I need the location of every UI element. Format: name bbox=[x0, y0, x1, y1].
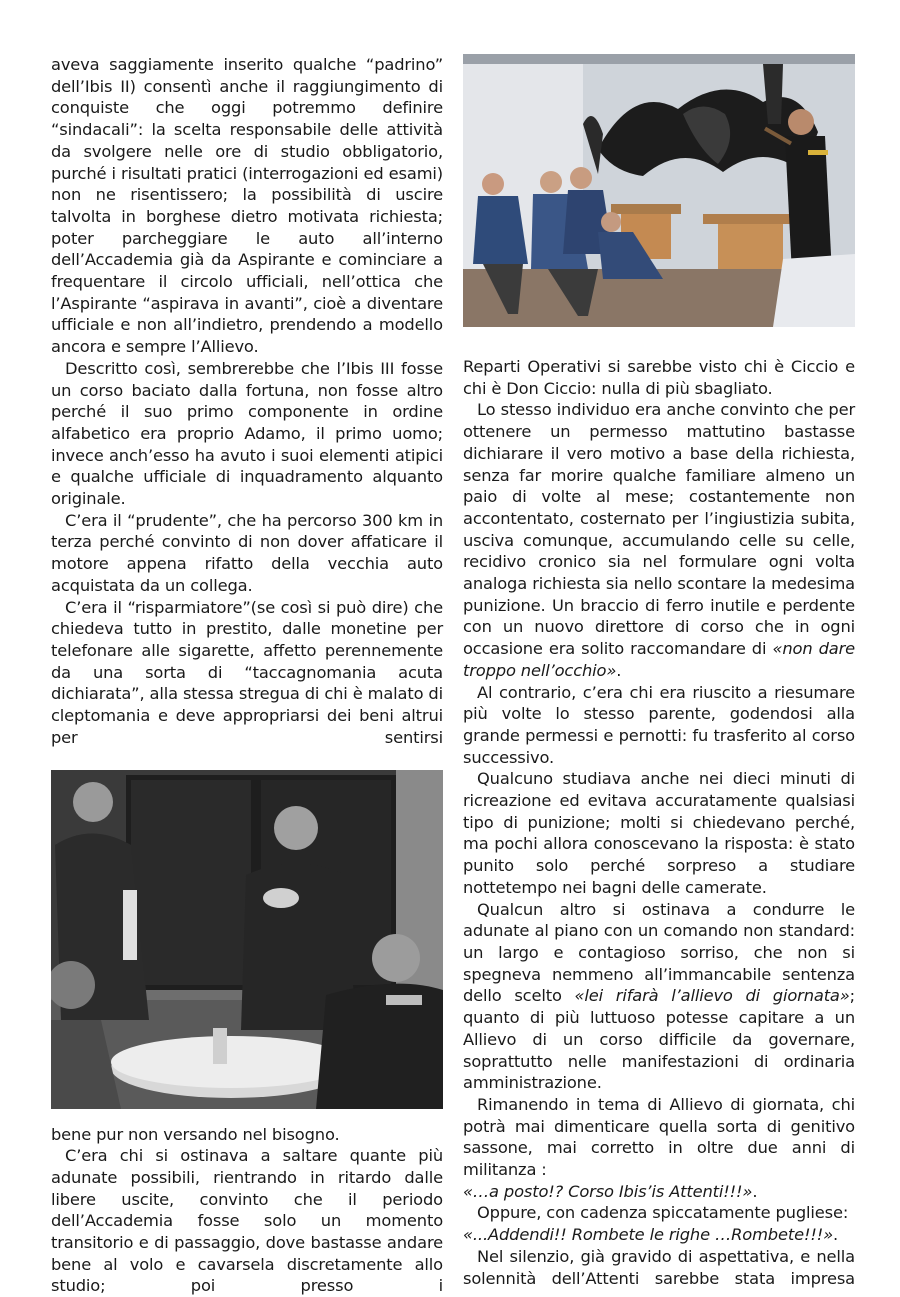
left-column bbox=[51, 54, 443, 1297]
quote: «non dare troppo nell’occhio» bbox=[463, 639, 855, 680]
quote: «…a posto!? Corso Ibis’is Attenti!!!» bbox=[463, 1181, 753, 1201]
paragraph: C’era chi si ostinava a saltare quante più adunate possibili, rientrando in ritardo dalle libere uscite, convinto che il periodo dell’Accademia fosse solo un momento transitorio e di passaggio, dove bastasse andare bene al volo e cavarsela discretamente allo studio; poi presso i bbox=[51, 1146, 443, 1296]
paragraph: Qualcuno studiava anche nei dieci minuti di ricreazione ed evitava accuratamente qualsiasi tipo di punizione; molti si chiedevano perché, ma pochi allora conoscevano la risposta: è stato punito solo perché sorpreso a studiare nottetempo nei bagni delle camerate. bbox=[463, 769, 855, 897]
paragraph-text: Qualcun altro si ostinava a condurre le adunate al piano con un comando non standard: un largo e contagioso sorriso, che non si spegneva nemmeno all’immancabile sentenza dello scelto bbox=[463, 899, 855, 1006]
paragraph: C’era il “risparmiatore”(se così si può dire) che chiedeva tutto in prestito, dalle monetine per telefonare alle sigarette, affetto perennemente da una sorta di “taccagnomania acuta dichiarata”, alla stessa stregua di chi è malato di cleptomania e deve appropriarsi dei beni altrui per sentirsi bbox=[51, 597, 443, 747]
paragraph-text: . bbox=[752, 1181, 758, 1201]
quote: «lei rifarà l’allievo di giornata» bbox=[574, 986, 850, 1006]
paragraph: Nel silenzio, già gravido di aspettativa, e nella solennità dell’Attenti sarebbe stata impresa bbox=[463, 1246, 855, 1288]
paragraph bbox=[463, 899, 855, 1094]
paragraph-text: ; quanto di più luttuoso potesse capitare a un Allievo di un corso difficile da governare, soprattutto nelle manifestazioni di ordinaria amministrazione. bbox=[463, 986, 855, 1093]
paragraph: Reparti Operativi si sarebbe visto chi è Ciccio e chi è Don Ciccio: nulla di più sbagliato. bbox=[463, 357, 855, 398]
quote: «...Addendi!! Rombete le righe …Rombete!!!» bbox=[463, 1225, 833, 1245]
paragraph: bene pur non versando nel bisogno. bbox=[51, 1124, 340, 1144]
right-column bbox=[463, 54, 855, 1289]
paragraph bbox=[463, 399, 855, 681]
paragraph-text: Rimanendo in tema di Allievo di giornata, chi potrà mai dimenticare quella sorta di genitivo sassone, mai corretto in oltre due anni di militanza : bbox=[463, 1094, 855, 1180]
paragraph: C’era il “prudente”, che ha percorso 300 km in terza perché convinto di non dover affaticare il motore appena rifatto della vecchia auto acquistata da un collega. bbox=[51, 510, 443, 595]
paragraph: aveva saggiamente inserito qualche “padrino” dell’Ibis II) consentì anche il raggiungimento di conquiste che oggi potremmo definire “sindacali”: la scelta responsabile delle attività da svolgere nelle ore di studio obbligatorio, purché i risultati pratici (interrogazioni ed esami) non ne risentissero; la possibilità di uscire talvolta in borghese dietro motivata richiesta; poter parcheggiare le auto all’interno dell’Accademia già da Aspirante e cominciare a frequentare il circolo ufficiali, nell’ottica che l’Aspirante “aspirava in avanti”, cioè a diventare ufficiale e non all’indietro, prendendo a modello ancora e sempre l’Allievo. bbox=[51, 55, 443, 357]
paragraph-text: Lo stesso individuo era anche convinto che per ottenere un permesso mattutino bastasse dichiarare il vero motivo a base della richiesta, senza far morire qualche familiare almeno un paio di volte al mese; costantemente non accontentato, costernato per l’ingiustizia subita, usciva comunque, accumulando celle su celle, recidivo cronico sia nel formulare ogni volta analoga richiesta sia nello scontare la medesima punizione. Un braccio di ferro inutile e perdente con un nuovo direttore di corso che in ogni occasione era solito raccomandare di bbox=[463, 400, 855, 659]
paragraph bbox=[463, 1202, 855, 1245]
paragraph-text: . bbox=[833, 1225, 839, 1245]
paragraph bbox=[463, 1094, 855, 1203]
paragraph-text: . bbox=[616, 660, 622, 680]
paragraph-text: Oppure, con cadenza spiccatamente pugliese: bbox=[477, 1203, 849, 1223]
paragraph: Al contrario, c’era chi era riuscito a riesumare più volte lo stesso parente, godendosi alla grande permessi e pernotti: fu trasferito al corso successivo. bbox=[463, 682, 855, 767]
photo-cadets-bw bbox=[51, 770, 443, 1109]
paragraph: Descritto così, sembrerebbe che l’Ibis III fosse un corso baciato dalla fortuna, non fosse altro perché il suo primo componente in ordine alfabetico era proprio Adamo, il primo uomo; invece anch’esso ha avuto i suoi elementi atipici e qualche ufficiale di inquadramento alquanto originale. bbox=[51, 358, 443, 509]
photo-classroom-color bbox=[463, 54, 855, 327]
